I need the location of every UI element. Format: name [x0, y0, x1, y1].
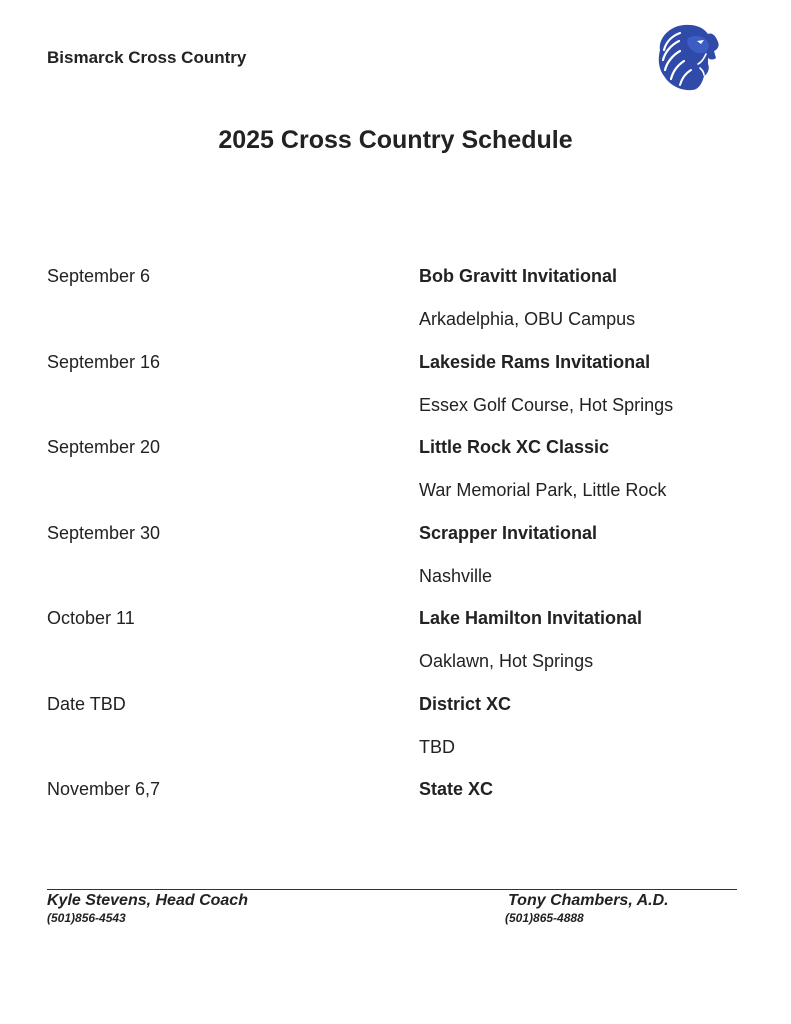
- signature-divider: [47, 889, 737, 890]
- event-name: Lake Hamilton Invitational: [419, 608, 643, 628]
- event-location: Oaklawn, Hot Springs: [419, 651, 594, 671]
- event-name: Scrapper Invitational: [419, 522, 598, 543]
- event-date: October 11: [47, 608, 135, 628]
- schedule-item: [0, 604, 791, 690]
- schedule-list: [0, 262, 791, 861]
- schedule-item: [0, 262, 791, 348]
- event-date: November 6,7: [47, 779, 161, 799]
- schedule-item: [0, 348, 791, 434]
- lion-head-icon: [650, 20, 726, 96]
- organization-name: Bismarck Cross Country: [47, 48, 247, 67]
- event-location: TBD: [419, 736, 455, 757]
- athletic-director-phone: (501)865-4888: [505, 911, 584, 925]
- event-location: Nashville: [419, 565, 493, 586]
- event-name: Little Rock XC Classic: [419, 437, 610, 457]
- event-date: Date TBD: [47, 693, 126, 714]
- event-location: Arkadelphia, OBU Campus: [419, 309, 636, 329]
- event-location: War Memorial Park, Little Rock: [419, 480, 667, 500]
- event-date: September 6: [47, 266, 151, 286]
- event-date: September 16: [47, 351, 161, 372]
- schedule-item: [0, 775, 791, 861]
- coach-phone: (501)856-4543: [47, 911, 126, 925]
- page-title: 2025 Cross Country Schedule: [218, 126, 573, 154]
- event-location: Essex Golf Course, Hot Springs: [419, 394, 674, 415]
- coach-name: Kyle Stevens, Head Coach: [47, 892, 248, 909]
- event-name: Bob Gravitt Invitational: [419, 266, 618, 286]
- event-name: Lakeside Rams Invitational: [419, 351, 651, 372]
- athletic-director-name: Tony Chambers, A.D.: [508, 892, 669, 909]
- event-name: State XC: [419, 779, 494, 799]
- event-name: District XC: [419, 693, 512, 714]
- event-date: September 30: [47, 522, 161, 543]
- schedule-item: [0, 690, 791, 776]
- schedule-item: [0, 433, 791, 519]
- lion-logo-graphic: [650, 20, 726, 96]
- event-date: September 20: [47, 437, 161, 457]
- schedule-item: [0, 519, 791, 605]
